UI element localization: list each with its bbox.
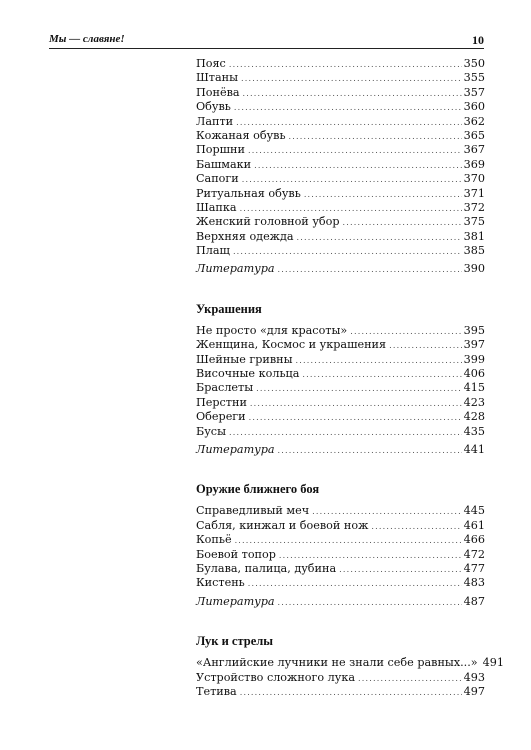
toc-entry-page: 397 <box>463 338 485 352</box>
dot-leader <box>296 354 462 368</box>
dot-leader <box>339 563 462 577</box>
toc-entry-page: 399 <box>463 352 485 366</box>
toc-entry-title: Перстни <box>196 395 247 409</box>
dot-leader <box>256 382 462 396</box>
toc-entry-page: 491 <box>482 656 505 670</box>
toc-entry <box>196 548 485 562</box>
dot-leader <box>279 549 462 563</box>
dot-leader <box>229 58 462 72</box>
toc-entry <box>196 576 485 590</box>
toc-entry <box>196 410 485 424</box>
toc-entry-title: Бусы <box>196 424 226 438</box>
dot-leader <box>350 325 461 339</box>
toc-entry <box>196 396 485 410</box>
toc-entry-page: 390 <box>463 262 485 276</box>
toc-entry <box>196 71 485 85</box>
toc-entry-page: 350 <box>463 57 485 70</box>
toc-entry-title: Женский головной убор <box>196 215 340 229</box>
toc-entry-title: «Английские лучники не знали себе равных...» <box>196 656 478 670</box>
toc-entry <box>196 324 485 338</box>
toc-entry-title: Копьё <box>196 533 232 547</box>
dot-leader <box>304 188 462 202</box>
dot-leader <box>240 686 462 700</box>
toc-entry-page: 367 <box>463 143 485 157</box>
toc-entry <box>196 671 485 685</box>
toc-entry-page: 493 <box>463 670 485 684</box>
toc-entry <box>196 338 485 352</box>
toc-entry <box>196 143 485 157</box>
section-title: Лук и стрелы <box>196 634 274 649</box>
toc-entry <box>196 215 485 229</box>
dot-leader <box>234 101 462 115</box>
toc-entry-title: Справедливый меч <box>196 504 310 518</box>
toc-entry-title: Боевой топор <box>196 547 276 561</box>
toc-entry-title: Штаны <box>196 71 238 85</box>
toc-entry-title: Лапти <box>196 114 234 128</box>
toc-entry-page: 395 <box>463 323 485 337</box>
dot-leader <box>248 144 462 158</box>
book-title: Мы — славяне! <box>49 33 125 45</box>
toc-entry <box>196 230 485 244</box>
toc-entry-page: 372 <box>463 200 485 214</box>
toc-entry-title: Обереги <box>196 410 246 424</box>
toc-entry-page: 497 <box>463 684 485 698</box>
toc-entry-title: Сапоги <box>196 172 239 186</box>
toc-entry-title: Шейные гривны <box>196 352 293 366</box>
dot-leader <box>241 72 462 86</box>
toc-entry <box>196 353 485 367</box>
toc-entry-title: Ритуальная обувь <box>196 186 301 200</box>
dot-leader <box>312 505 461 519</box>
toc-entry <box>196 86 485 100</box>
toc-entry <box>196 57 485 71</box>
toc-entry-page: 369 <box>463 157 485 171</box>
toc-entry-title: Плащ <box>196 244 230 258</box>
toc-entry-page: 360 <box>463 100 485 114</box>
toc-entry <box>196 100 485 114</box>
toc-entry-page: 370 <box>463 172 485 186</box>
toc-entry <box>196 158 485 172</box>
toc-entry-title: Литература <box>196 262 275 276</box>
toc-entry <box>196 187 485 201</box>
toc-literature-entry <box>196 595 485 609</box>
toc-entry-title: Браслеты <box>196 381 254 395</box>
toc-entry-page: 472 <box>463 547 485 561</box>
toc-literature-entry <box>196 262 485 276</box>
toc-entry-page: 365 <box>463 128 485 142</box>
toc-entry-title: Башмаки <box>196 157 252 171</box>
toc-entry-title: Поршни <box>196 143 245 157</box>
dot-leader <box>254 159 462 173</box>
page-number: 10 <box>472 33 484 47</box>
toc-entry-page: 461 <box>463 518 485 532</box>
section-title: Оружие ближнего боя <box>196 482 320 497</box>
dot-leader <box>302 368 461 382</box>
toc-entry-title: Литература <box>196 594 275 608</box>
section-title: Украшения <box>196 301 262 316</box>
toc-entry-page: 362 <box>463 114 485 128</box>
toc-entry-page: 445 <box>463 504 485 518</box>
toc-entry <box>196 381 485 395</box>
toc-entry <box>196 244 485 258</box>
dot-leader <box>278 263 462 277</box>
toc-entry-title: Сабля, кинжал и боевой нож <box>196 518 369 532</box>
toc-entry-page: 406 <box>463 367 485 381</box>
toc-entry-page: 441 <box>463 442 485 456</box>
toc-entry-page: 423 <box>463 395 485 409</box>
toc-entry-page: 355 <box>463 71 485 85</box>
dot-leader <box>233 245 462 259</box>
toc-group-clothing <box>196 57 485 277</box>
dot-leader <box>297 231 462 245</box>
toc-entry-page: 415 <box>463 381 485 395</box>
toc-entry-title: Тетива <box>196 684 237 698</box>
dot-leader <box>243 87 462 101</box>
toc-entry-title: Височные кольца <box>196 367 300 381</box>
toc-entry-page: 487 <box>463 594 485 608</box>
toc-entry <box>196 656 505 670</box>
toc-entry-page: 371 <box>463 186 485 200</box>
toc-entry-title: Кожаная обувь <box>196 128 286 142</box>
toc-entry-page: 483 <box>463 576 485 590</box>
toc-entry-page: 477 <box>463 561 485 575</box>
toc-entry-page: 385 <box>463 244 485 258</box>
toc-literature-entry <box>196 443 485 457</box>
toc-entry-title: Верхняя одежда <box>196 229 294 243</box>
toc-entry-page: 428 <box>463 410 485 424</box>
dot-leader <box>278 444 462 458</box>
toc-entry <box>196 685 485 699</box>
dot-leader <box>240 202 462 216</box>
toc-entry <box>196 129 485 143</box>
toc-entry-page: 435 <box>463 424 485 438</box>
dot-leader <box>229 426 462 440</box>
toc-entry-title: Обувь <box>196 100 231 114</box>
dot-leader <box>343 216 462 230</box>
toc-section-bow-and-arrows <box>196 633 505 699</box>
dot-leader <box>389 339 462 353</box>
dot-leader <box>278 596 462 610</box>
dot-leader <box>248 577 462 591</box>
toc-entry <box>196 425 485 439</box>
dot-leader <box>242 173 462 187</box>
toc-entry-page: 466 <box>463 533 485 547</box>
toc-entry-title: Булава, палица, дубина <box>196 561 337 575</box>
toc-section-melee-weapons <box>196 481 485 609</box>
toc-entry <box>196 504 485 518</box>
toc-entry-title: Не просто «для красоты» <box>196 323 348 337</box>
table-of-contents <box>196 57 505 699</box>
toc-entry <box>196 201 485 215</box>
toc-entry-title: Понёва <box>196 85 240 99</box>
dot-leader <box>249 411 462 425</box>
toc-entry <box>196 533 485 547</box>
dot-leader <box>250 397 462 411</box>
toc-entry <box>196 519 485 533</box>
dot-leader <box>358 672 462 686</box>
dot-leader <box>235 534 462 548</box>
dot-leader <box>371 520 461 534</box>
toc-entry <box>196 115 485 129</box>
toc-entry-title: Литература <box>196 442 275 456</box>
toc-entry <box>196 367 485 381</box>
dot-leader <box>289 130 462 144</box>
toc-entry-title: Пояс <box>196 57 226 70</box>
toc-entry-title: Кистень <box>196 576 245 590</box>
toc-section-ornaments <box>196 301 485 458</box>
toc-entry-page: 357 <box>463 85 485 99</box>
toc-entry-title: Женщина, Космос и украшения <box>196 338 387 352</box>
toc-entry <box>196 562 485 576</box>
toc-entry-page: 381 <box>463 229 485 243</box>
toc-entry-page: 375 <box>463 215 485 229</box>
dot-leader <box>236 116 462 130</box>
toc-entry-title: Шапка <box>196 200 237 214</box>
toc-entry <box>196 172 485 186</box>
toc-entry-title: Устройство сложного лука <box>196 670 356 684</box>
running-head <box>49 33 484 49</box>
